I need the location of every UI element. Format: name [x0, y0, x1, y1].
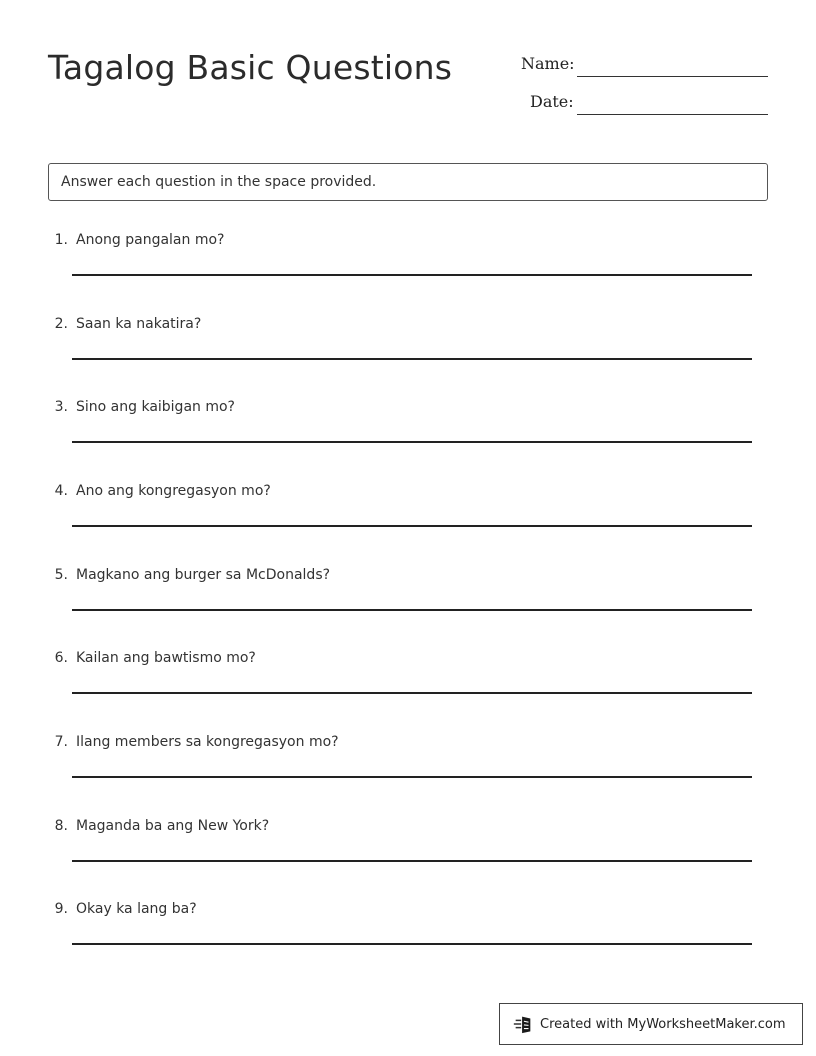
question-text: Ano ang kongregasyon mo? [76, 483, 271, 499]
question-number: 4. [54, 483, 68, 499]
instructions-box: Answer each question in the space provided. [48, 163, 768, 201]
name-input-line[interactable] [577, 76, 768, 77]
question-text: Ilang members sa kongregasyon mo? [76, 734, 339, 750]
question-number: 2. [54, 316, 68, 332]
name-label: Name: [521, 54, 575, 73]
page-title: Tagalog Basic Questions [48, 48, 453, 87]
question-number: 3. [54, 399, 68, 415]
question-text: Sino ang kaibigan mo? [76, 399, 235, 415]
question-item [48, 901, 752, 985]
question-text: Magkano ang burger sa McDonalds? [76, 567, 331, 583]
question-number: 6. [54, 650, 68, 666]
question-item [48, 232, 752, 316]
question-item [48, 399, 752, 483]
badge-text: Created with MyWorksheetMaker.com [540, 1016, 786, 1032]
answer-line[interactable] [72, 776, 752, 778]
question-number: 1. [54, 232, 68, 248]
answer-line[interactable] [72, 609, 752, 611]
question-item [48, 734, 752, 818]
answer-line[interactable] [72, 943, 752, 945]
date-label: Date: [530, 92, 574, 111]
answer-line[interactable] [72, 860, 752, 862]
question-text: Anong pangalan mo? [76, 232, 225, 248]
answer-line[interactable] [72, 274, 752, 276]
answer-line[interactable] [72, 692, 752, 694]
question-text: Maganda ba ang New York? [76, 818, 270, 834]
question-text: Saan ka nakatira? [76, 316, 202, 332]
date-input-line[interactable] [577, 114, 768, 115]
question-item [48, 818, 752, 902]
question-item [48, 316, 752, 400]
question-number: 7. [54, 734, 68, 750]
answer-line[interactable] [72, 525, 752, 527]
question-text: Okay ka lang ba? [76, 901, 197, 917]
question-number: 8. [54, 818, 68, 834]
question-number: 5. [54, 567, 68, 583]
question-number: 9. [54, 901, 68, 917]
question-item [48, 567, 752, 651]
question-item [48, 483, 752, 567]
answer-line[interactable] [72, 358, 752, 360]
worksheet-logo-icon [512, 1013, 534, 1035]
question-text: Kailan ang bawtismo mo? [76, 650, 256, 666]
answer-line[interactable] [72, 441, 752, 443]
created-with-badge[interactable] [499, 1003, 803, 1045]
question-item [48, 650, 752, 734]
